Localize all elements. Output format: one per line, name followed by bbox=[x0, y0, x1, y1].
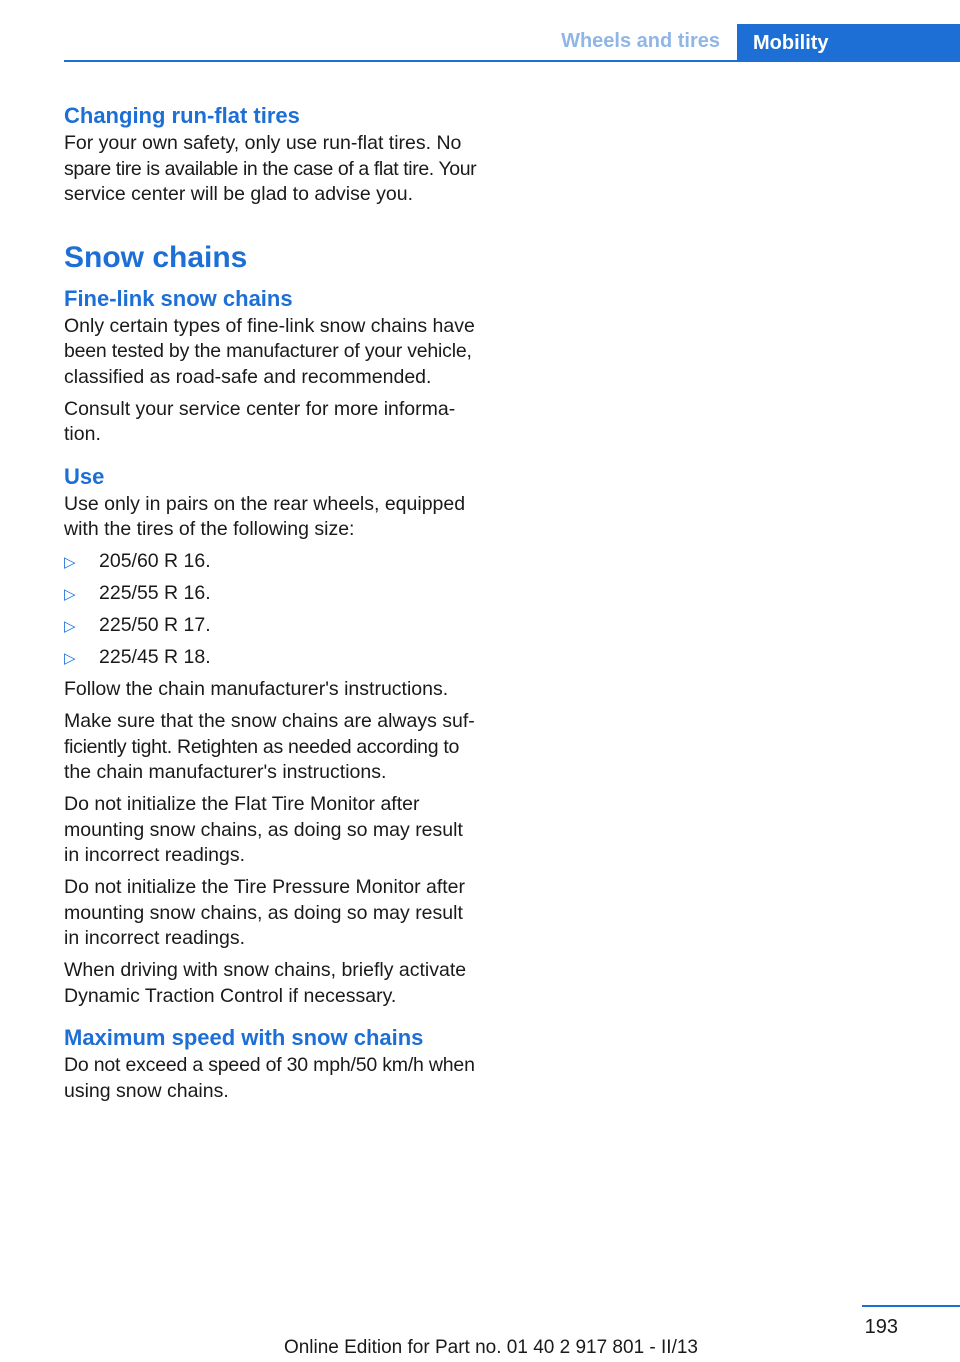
triangle-right-icon: ▷ bbox=[64, 618, 76, 635]
dtc-text-1: When driving with snow chains, briefly activate bbox=[64, 959, 467, 981]
dtc-text-2: Dynamic Traction Control if necessary. bbox=[64, 984, 397, 1007]
fine-text-1: Only certain types of fine-link snow chains have bbox=[64, 314, 475, 337]
heading-snow-chains: Snow chains bbox=[64, 240, 248, 274]
tire-size: 225/50 R 17. bbox=[99, 614, 211, 636]
triangle-right-icon: ▷ bbox=[64, 554, 76, 571]
triangle-right-icon: ▷ bbox=[64, 586, 76, 603]
list-item bbox=[64, 581, 484, 607]
flat-monitor-text-1: Do not initialize the Flat Tire Monitor after bbox=[64, 793, 420, 815]
tight-text-2: ficiently tight. Retighten as needed according to bbox=[64, 735, 460, 758]
tight-text-3: the chain manufacturer's instructions. bbox=[64, 761, 387, 783]
triangle-right-icon: ▷ bbox=[64, 650, 76, 667]
speed-text-1: Do not exceed a speed of 30 mph/50 km/h when bbox=[64, 1054, 475, 1076]
tight-text-1: Make sure that the snow chains are always suf- bbox=[64, 710, 475, 732]
header-section-title: Wheels and tires bbox=[561, 30, 720, 52]
fine-text-4: Consult your service center for more informa- bbox=[64, 397, 456, 420]
heading-run-flat: Changing run-flat tires bbox=[64, 103, 300, 128]
footer-edition: Online Edition for Part no. 01 40 2 917 801 - II/13 bbox=[283, 1337, 698, 1358]
fine-text-3: classified as road-safe and recommended. bbox=[64, 365, 432, 388]
speed-text-2: using snow chains. bbox=[64, 1079, 229, 1102]
use-text-1: Use only in pairs on the rear wheels, equipped bbox=[64, 492, 466, 515]
tire-size: 225/45 R 18. bbox=[99, 646, 211, 668]
header-chapter-tab: Mobility bbox=[737, 24, 960, 62]
tire-size-list bbox=[64, 549, 484, 671]
header-rule bbox=[64, 60, 960, 62]
runflat-text-2: spare tire is available in the case of a flat tire. Your bbox=[64, 157, 477, 180]
heading-use: Use bbox=[64, 463, 105, 489]
flat-monitor-text-3: in incorrect readings. bbox=[64, 844, 246, 866]
pressure-monitor-text-3: in incorrect readings. bbox=[64, 927, 246, 949]
heading-fine-link: Fine-link snow chains bbox=[64, 285, 293, 311]
page-number: 193 bbox=[864, 1316, 898, 1338]
runflat-text-3: service center will be glad to advise you. bbox=[64, 183, 414, 205]
list-item bbox=[64, 549, 484, 575]
pressure-monitor-text-1: Do not initialize the Tire Pressure Monitor after bbox=[64, 876, 466, 898]
flat-monitor-text-2: mounting snow chains, as doing so may result bbox=[64, 818, 463, 841]
heading-max-speed: Maximum speed with snow chains bbox=[64, 1025, 424, 1050]
page-content bbox=[64, 101, 484, 1104]
tire-size: 225/55 R 16. bbox=[99, 582, 211, 604]
runflat-text-1: For your own safety, only use run-flat tires. No bbox=[64, 132, 462, 154]
fine-text-2: been tested by the manufacturer of your vehicle, bbox=[64, 340, 472, 362]
pressure-monitor-text-2: mounting snow chains, as doing so may result bbox=[64, 901, 463, 924]
fine-text-5: tion. bbox=[64, 423, 101, 445]
footer-rule bbox=[862, 1305, 960, 1307]
list-item bbox=[64, 645, 484, 671]
use-text-2: with the tires of the following size: bbox=[64, 518, 355, 540]
list-item bbox=[64, 613, 484, 639]
follow-text: Follow the chain manufacturer's instructions. bbox=[64, 678, 449, 700]
tire-size: 205/60 R 16. bbox=[99, 550, 211, 572]
